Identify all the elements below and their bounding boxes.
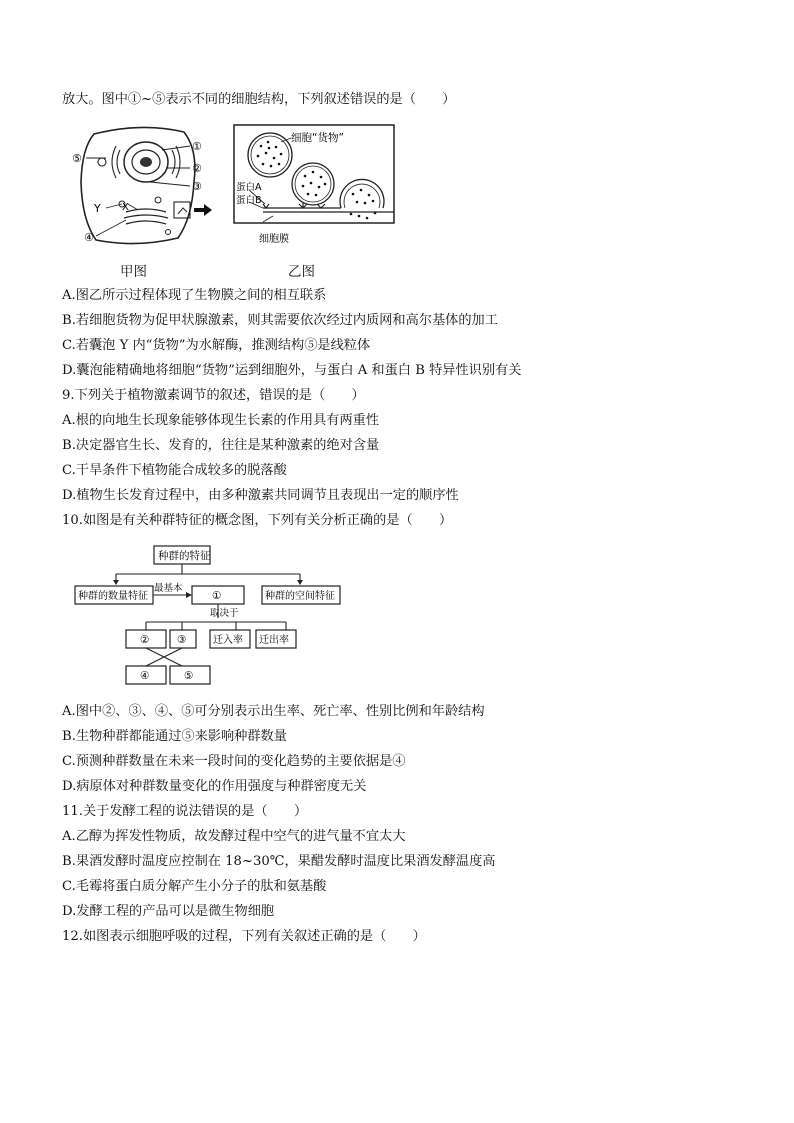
golgi-shape — [124, 209, 168, 224]
q10-option-d: D.病原体对种群数量变化的作用强度与种群密度无关 — [62, 779, 367, 794]
node-5: ⑤ — [184, 670, 194, 682]
protein-b-label: 蛋白B — [236, 195, 262, 206]
population-concept-diagram — [74, 544, 346, 688]
label-4: ④ — [84, 231, 94, 244]
label-depends: 取决于 — [210, 608, 239, 619]
caption-jia: 甲图 — [120, 264, 147, 280]
caption-yi: 乙图 — [288, 264, 315, 280]
label-most-basic: 最基本 — [154, 583, 183, 594]
node-emigration: 迁出率 — [259, 635, 289, 646]
vesicle-diagram-yi — [233, 124, 397, 246]
protein-a-label: 蛋白A — [236, 182, 262, 193]
label-2: ② — [192, 162, 202, 175]
cell-membrane-outline — [81, 127, 195, 243]
q8-option-c: C.若囊泡 Y 内“货物”为水解酶，推测结构⑤是线粒体 — [62, 338, 371, 353]
label-3: ③ — [192, 180, 202, 193]
q10-stem: 10.如图是有关种群特征的概念图，下列有关分析正确的是（ ） — [62, 513, 453, 528]
q11-stem: 11.关于发酵工程的说法错误的是（ ） — [62, 804, 308, 819]
cargo-label: 细胞“货物” — [291, 132, 344, 144]
q9-option-b: B.决定器官生长、发育的，往往是某种激素的绝对含量 — [62, 438, 380, 453]
node-root: 种群的特征 — [158, 550, 211, 562]
label-x: X — [122, 202, 129, 213]
label-y: Y — [94, 202, 101, 215]
q9-option-c: C.干旱条件下植物能合成较多的脱落酸 — [62, 463, 287, 478]
q12-stem: 12.如图表示细胞呼吸的过程，下列有关叙述正确的是（ ） — [62, 929, 426, 944]
membrane-label: 细胞膜 — [259, 234, 289, 245]
question-intro: 放大。图中①~⑤表示不同的细胞结构，下列叙述错误的是（ ） — [62, 92, 456, 107]
node-1: ① — [212, 590, 222, 602]
node-immigration: 迁入率 — [213, 635, 243, 646]
q8-option-d: D.囊泡能精确地将细胞“货物”运到细胞外，与蛋白 A 和蛋白 B 特异性识别有关 — [62, 363, 522, 378]
arrow-right-icon — [194, 204, 212, 216]
q9-option-d: D.植物生长发育过程中，由多种激素共同调节且表现出一定的顺序性 — [62, 488, 459, 503]
q9-option-a: A.根的向地生长现象能够体现生长素的作用具有两重性 — [62, 413, 380, 428]
label-1: ① — [192, 140, 202, 153]
cell-diagram-jia — [66, 120, 216, 255]
q11-option-d: D.发酵工程的产品可以是微生物细胞 — [62, 904, 275, 919]
vesicle-3-fusing — [340, 179, 384, 208]
q8-option-a: A.图乙所示过程体现了生物膜之间的相互联系 — [62, 288, 327, 303]
node-2: ② — [140, 634, 150, 646]
q10-option-a: A.图中②、③、④、⑤可分别表示出生率、死亡率、性别比例和年龄结构 — [62, 704, 485, 719]
node-3: ③ — [177, 634, 187, 646]
label-5: ⑤ — [72, 152, 82, 165]
q10-option-b: B.生物种群都能通过⑤来影响种群数量 — [62, 729, 287, 744]
vesicle-2 — [292, 163, 334, 205]
node-spatial: 种群的空间特征 — [265, 591, 335, 602]
q9-stem: 9.下列关于植物激素调节的叙述，错误的是（ ） — [62, 388, 365, 403]
q10-option-c: C.预测种群数量在未来一段时间的变化趋势的主要依据是④ — [62, 754, 406, 769]
vesicle-1 — [248, 133, 292, 177]
node-4: ④ — [140, 670, 150, 682]
q11-option-a: A.乙醇为挥发性物质，故发酵过程中空气的进气量不宜太大 — [62, 829, 406, 844]
q11-option-b: B.果酒发酵时温度应控制在 18~30℃，果醋发酵时温度比果酒发酵温度高 — [62, 854, 496, 869]
q11-option-c: C.毛霉将蛋白质分解产生小分子的肽和氨基酸 — [62, 879, 327, 894]
q8-option-b: B.若细胞货物为促甲状腺激素，则其需要依次经过内质网和高尔基体的加工 — [62, 313, 498, 328]
node-quantity: 种群的数量特征 — [78, 591, 148, 602]
